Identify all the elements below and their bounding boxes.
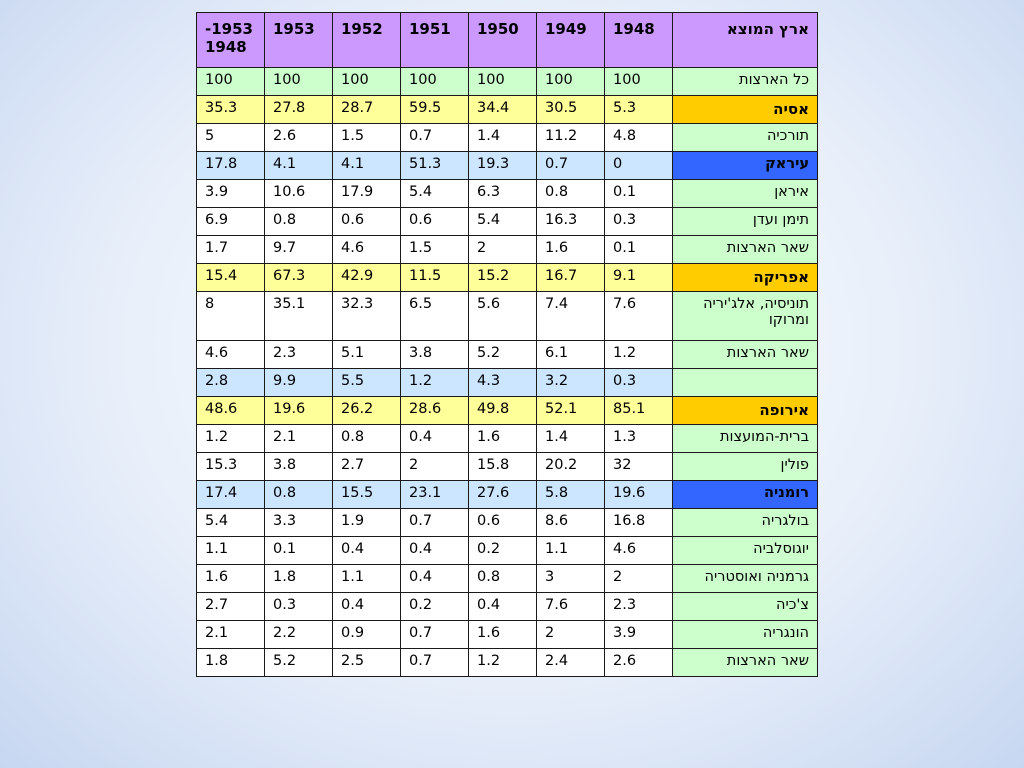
row-label: הונגריה bbox=[673, 621, 818, 649]
row-label: פולין bbox=[673, 453, 818, 481]
row-value-cell: 52.1 bbox=[537, 397, 605, 425]
row-value-cell: 0.2 bbox=[401, 593, 469, 621]
row-value-cell: 2.2 bbox=[265, 621, 333, 649]
header-year-1949: 1949 bbox=[537, 13, 605, 68]
row-value-cell: 23.1 bbox=[401, 481, 469, 509]
row-label: שאר הארצות bbox=[673, 236, 818, 264]
row-value-cell: 20.2 bbox=[537, 453, 605, 481]
header-year-1948: 1948 bbox=[605, 13, 673, 68]
row-value-cell: 16.3 bbox=[537, 208, 605, 236]
row-value-cell: 9.7 bbox=[265, 236, 333, 264]
row-value-cell: 0.4 bbox=[401, 425, 469, 453]
row-value-cell: 2.1 bbox=[197, 621, 265, 649]
row-value-cell: 27.6 bbox=[469, 481, 537, 509]
table-row bbox=[197, 96, 818, 124]
row-label: אפריקה bbox=[673, 264, 818, 292]
row-label: תימן ועדן bbox=[673, 208, 818, 236]
row-value-cell: 2 bbox=[605, 565, 673, 593]
row-label: ברית-המועצות bbox=[673, 425, 818, 453]
table-row bbox=[197, 264, 818, 292]
row-value-cell: 0.1 bbox=[605, 180, 673, 208]
row-value-cell: 2.4 bbox=[537, 649, 605, 677]
row-value-cell: 19.3 bbox=[469, 152, 537, 180]
row-value-cell: 1.5 bbox=[333, 124, 401, 152]
table-row bbox=[197, 481, 818, 509]
row-label bbox=[673, 369, 818, 397]
row-label: כל הארצות bbox=[673, 68, 818, 96]
row-value-cell: 2.3 bbox=[265, 341, 333, 369]
row-value-cell: 5 bbox=[197, 124, 265, 152]
row-value-cell: 1.2 bbox=[469, 649, 537, 677]
row-value-cell: 0.8 bbox=[333, 425, 401, 453]
row-value-cell: 0.6 bbox=[401, 208, 469, 236]
row-value-cell: 5.3 bbox=[605, 96, 673, 124]
table-row bbox=[197, 208, 818, 236]
row-value-cell: 0.6 bbox=[469, 509, 537, 537]
row-value-cell: 26.2 bbox=[333, 397, 401, 425]
row-value-cell: 5.2 bbox=[265, 649, 333, 677]
row-value-cell: 0.7 bbox=[401, 649, 469, 677]
row-value-cell: 6.5 bbox=[401, 292, 469, 341]
row-value-cell: 67.3 bbox=[265, 264, 333, 292]
row-value-cell: 1.4 bbox=[537, 425, 605, 453]
header-year-range: 1953- 1948 bbox=[197, 13, 265, 68]
row-value-cell: 100 bbox=[197, 68, 265, 96]
row-value-cell: 1.1 bbox=[197, 537, 265, 565]
row-value-cell: 0.8 bbox=[537, 180, 605, 208]
row-value-cell: 100 bbox=[265, 68, 333, 96]
row-value-cell: 0 bbox=[605, 152, 673, 180]
row-value-cell: 2.7 bbox=[197, 593, 265, 621]
row-label: גרמניה ואוסטריה bbox=[673, 565, 818, 593]
table-row bbox=[197, 292, 818, 341]
row-value-cell: 4.1 bbox=[333, 152, 401, 180]
row-value-cell: 5.4 bbox=[469, 208, 537, 236]
row-value-cell: 1.3 bbox=[605, 425, 673, 453]
row-label: שאר הארצות bbox=[673, 341, 818, 369]
header-origin-country: ארץ המוצא bbox=[673, 13, 818, 68]
row-value-cell: 11.2 bbox=[537, 124, 605, 152]
row-value-cell: 0.3 bbox=[605, 369, 673, 397]
row-value-cell: 1.7 bbox=[197, 236, 265, 264]
row-value-cell: 3.3 bbox=[265, 509, 333, 537]
row-value-cell: 1.6 bbox=[537, 236, 605, 264]
row-value-cell: 3.9 bbox=[605, 621, 673, 649]
row-value-cell: 6.1 bbox=[537, 341, 605, 369]
row-value-cell: 0.4 bbox=[401, 565, 469, 593]
row-value-cell: 5.8 bbox=[537, 481, 605, 509]
row-value-cell: 7.6 bbox=[605, 292, 673, 341]
row-value-cell: 1.2 bbox=[605, 341, 673, 369]
row-value-cell: 0.4 bbox=[333, 593, 401, 621]
row-value-cell: 5.4 bbox=[401, 180, 469, 208]
table-row bbox=[197, 124, 818, 152]
row-value-cell: 15.4 bbox=[197, 264, 265, 292]
row-value-cell: 9.1 bbox=[605, 264, 673, 292]
row-value-cell: 0.4 bbox=[333, 537, 401, 565]
table-row bbox=[197, 453, 818, 481]
table-row bbox=[197, 593, 818, 621]
row-value-cell: 0.8 bbox=[265, 481, 333, 509]
row-value-cell: 3 bbox=[537, 565, 605, 593]
row-value-cell: 15.2 bbox=[469, 264, 537, 292]
immigration-origin-table bbox=[196, 12, 818, 677]
row-value-cell: 1.6 bbox=[469, 621, 537, 649]
row-value-cell: 4.6 bbox=[333, 236, 401, 264]
row-value-cell: 17.9 bbox=[333, 180, 401, 208]
row-value-cell: 1.8 bbox=[197, 649, 265, 677]
table-row bbox=[197, 537, 818, 565]
row-value-cell: 3.2 bbox=[537, 369, 605, 397]
row-value-cell: 19.6 bbox=[265, 397, 333, 425]
row-value-cell: 0.7 bbox=[401, 621, 469, 649]
row-value-cell: 4.6 bbox=[605, 537, 673, 565]
row-value-cell: 2 bbox=[469, 236, 537, 264]
header-year-1950: 1950 bbox=[469, 13, 537, 68]
row-value-cell: 2 bbox=[537, 621, 605, 649]
row-value-cell: 1.8 bbox=[265, 565, 333, 593]
row-value-cell: 16.8 bbox=[605, 509, 673, 537]
row-value-cell: 7.6 bbox=[537, 593, 605, 621]
table-row bbox=[197, 369, 818, 397]
row-value-cell: 34.4 bbox=[469, 96, 537, 124]
row-value-cell: 0.3 bbox=[605, 208, 673, 236]
table-row bbox=[197, 621, 818, 649]
row-value-cell: 17.8 bbox=[197, 152, 265, 180]
row-value-cell: 0.4 bbox=[401, 537, 469, 565]
row-value-cell: 1.9 bbox=[333, 509, 401, 537]
row-label: בולגריה bbox=[673, 509, 818, 537]
row-value-cell: 1.1 bbox=[333, 565, 401, 593]
row-value-cell: 8 bbox=[197, 292, 265, 341]
table-row bbox=[197, 425, 818, 453]
row-value-cell: 0.3 bbox=[265, 593, 333, 621]
row-value-cell: 100 bbox=[469, 68, 537, 96]
row-label: רומניה bbox=[673, 481, 818, 509]
row-value-cell: 27.8 bbox=[265, 96, 333, 124]
row-value-cell: 0.7 bbox=[401, 509, 469, 537]
header-year-1952: 1952 bbox=[333, 13, 401, 68]
header-year-1953: 1953 bbox=[265, 13, 333, 68]
row-value-cell: 15.8 bbox=[469, 453, 537, 481]
row-label: תוניסיה, אלג'יריה ומרוקו bbox=[673, 292, 818, 341]
row-value-cell: 100 bbox=[605, 68, 673, 96]
table-row bbox=[197, 397, 818, 425]
row-value-cell: 49.8 bbox=[469, 397, 537, 425]
row-value-cell: 51.3 bbox=[401, 152, 469, 180]
row-value-cell: 35.1 bbox=[265, 292, 333, 341]
table-row bbox=[197, 152, 818, 180]
row-value-cell: 2.6 bbox=[605, 649, 673, 677]
row-value-cell: 85.1 bbox=[605, 397, 673, 425]
row-value-cell: 0.8 bbox=[469, 565, 537, 593]
row-value-cell: 0.7 bbox=[537, 152, 605, 180]
row-value-cell: 42.9 bbox=[333, 264, 401, 292]
row-value-cell: 28.7 bbox=[333, 96, 401, 124]
row-value-cell: 8.6 bbox=[537, 509, 605, 537]
row-value-cell: 28.6 bbox=[401, 397, 469, 425]
row-value-cell: 17.4 bbox=[197, 481, 265, 509]
row-value-cell: 16.7 bbox=[537, 264, 605, 292]
table-row bbox=[197, 565, 818, 593]
row-value-cell: 0.1 bbox=[605, 236, 673, 264]
row-value-cell: 1.6 bbox=[197, 565, 265, 593]
row-value-cell: 0.4 bbox=[469, 593, 537, 621]
row-value-cell: 5.2 bbox=[469, 341, 537, 369]
row-value-cell: 32 bbox=[605, 453, 673, 481]
row-value-cell: 11.5 bbox=[401, 264, 469, 292]
row-value-cell: 59.5 bbox=[401, 96, 469, 124]
row-value-cell: 3.8 bbox=[401, 341, 469, 369]
row-label: אסיה bbox=[673, 96, 818, 124]
row-value-cell: 2.1 bbox=[265, 425, 333, 453]
row-value-cell: 5.5 bbox=[333, 369, 401, 397]
row-value-cell: 9.9 bbox=[265, 369, 333, 397]
row-label: אירופה bbox=[673, 397, 818, 425]
row-value-cell: 4.6 bbox=[197, 341, 265, 369]
row-value-cell: 1.6 bbox=[469, 425, 537, 453]
row-value-cell: 10.6 bbox=[265, 180, 333, 208]
row-value-cell: 4.3 bbox=[469, 369, 537, 397]
row-value-cell: 35.3 bbox=[197, 96, 265, 124]
row-label: עיראק bbox=[673, 152, 818, 180]
table-row bbox=[197, 68, 818, 96]
row-value-cell: 2.7 bbox=[333, 453, 401, 481]
row-value-cell: 4.1 bbox=[265, 152, 333, 180]
row-value-cell: 2.6 bbox=[265, 124, 333, 152]
row-value-cell: 100 bbox=[537, 68, 605, 96]
row-value-cell: 2.5 bbox=[333, 649, 401, 677]
row-value-cell: 2 bbox=[401, 453, 469, 481]
row-value-cell: 0.8 bbox=[265, 208, 333, 236]
row-value-cell: 5.1 bbox=[333, 341, 401, 369]
row-label: תורכיה bbox=[673, 124, 818, 152]
table-row bbox=[197, 236, 818, 264]
header-row bbox=[197, 13, 818, 68]
table-row bbox=[197, 649, 818, 677]
row-value-cell: 15.5 bbox=[333, 481, 401, 509]
row-value-cell: 15.3 bbox=[197, 453, 265, 481]
table-row bbox=[197, 341, 818, 369]
row-value-cell: 100 bbox=[333, 68, 401, 96]
table-row bbox=[197, 509, 818, 537]
row-value-cell: 30.5 bbox=[537, 96, 605, 124]
row-value-cell: 7.4 bbox=[537, 292, 605, 341]
row-label: צ'כיה bbox=[673, 593, 818, 621]
row-value-cell: 1.5 bbox=[401, 236, 469, 264]
row-value-cell: 2.3 bbox=[605, 593, 673, 621]
row-value-cell: 0.7 bbox=[401, 124, 469, 152]
row-value-cell: 100 bbox=[401, 68, 469, 96]
row-label: שאר הארצות bbox=[673, 649, 818, 677]
row-value-cell: 1.2 bbox=[401, 369, 469, 397]
header-year-1951: 1951 bbox=[401, 13, 469, 68]
table-body bbox=[197, 13, 818, 677]
row-value-cell: 1.1 bbox=[537, 537, 605, 565]
row-value-cell: 5.4 bbox=[197, 509, 265, 537]
row-value-cell: 1.4 bbox=[469, 124, 537, 152]
row-value-cell: 0.9 bbox=[333, 621, 401, 649]
row-value-cell: 19.6 bbox=[605, 481, 673, 509]
row-value-cell: 4.8 bbox=[605, 124, 673, 152]
immigration-table-container bbox=[196, 12, 818, 677]
row-value-cell: 3.9 bbox=[197, 180, 265, 208]
row-value-cell: 3.8 bbox=[265, 453, 333, 481]
row-label: איראן bbox=[673, 180, 818, 208]
row-value-cell: 6.9 bbox=[197, 208, 265, 236]
row-value-cell: 32.3 bbox=[333, 292, 401, 341]
row-value-cell: 0.2 bbox=[469, 537, 537, 565]
row-value-cell: 2.8 bbox=[197, 369, 265, 397]
row-value-cell: 0.6 bbox=[333, 208, 401, 236]
row-label: יוגוסלביה bbox=[673, 537, 818, 565]
row-value-cell: 5.6 bbox=[469, 292, 537, 341]
table-row bbox=[197, 180, 818, 208]
row-value-cell: 6.3 bbox=[469, 180, 537, 208]
row-value-cell: 1.2 bbox=[197, 425, 265, 453]
row-value-cell: 48.6 bbox=[197, 397, 265, 425]
row-value-cell: 0.1 bbox=[265, 537, 333, 565]
